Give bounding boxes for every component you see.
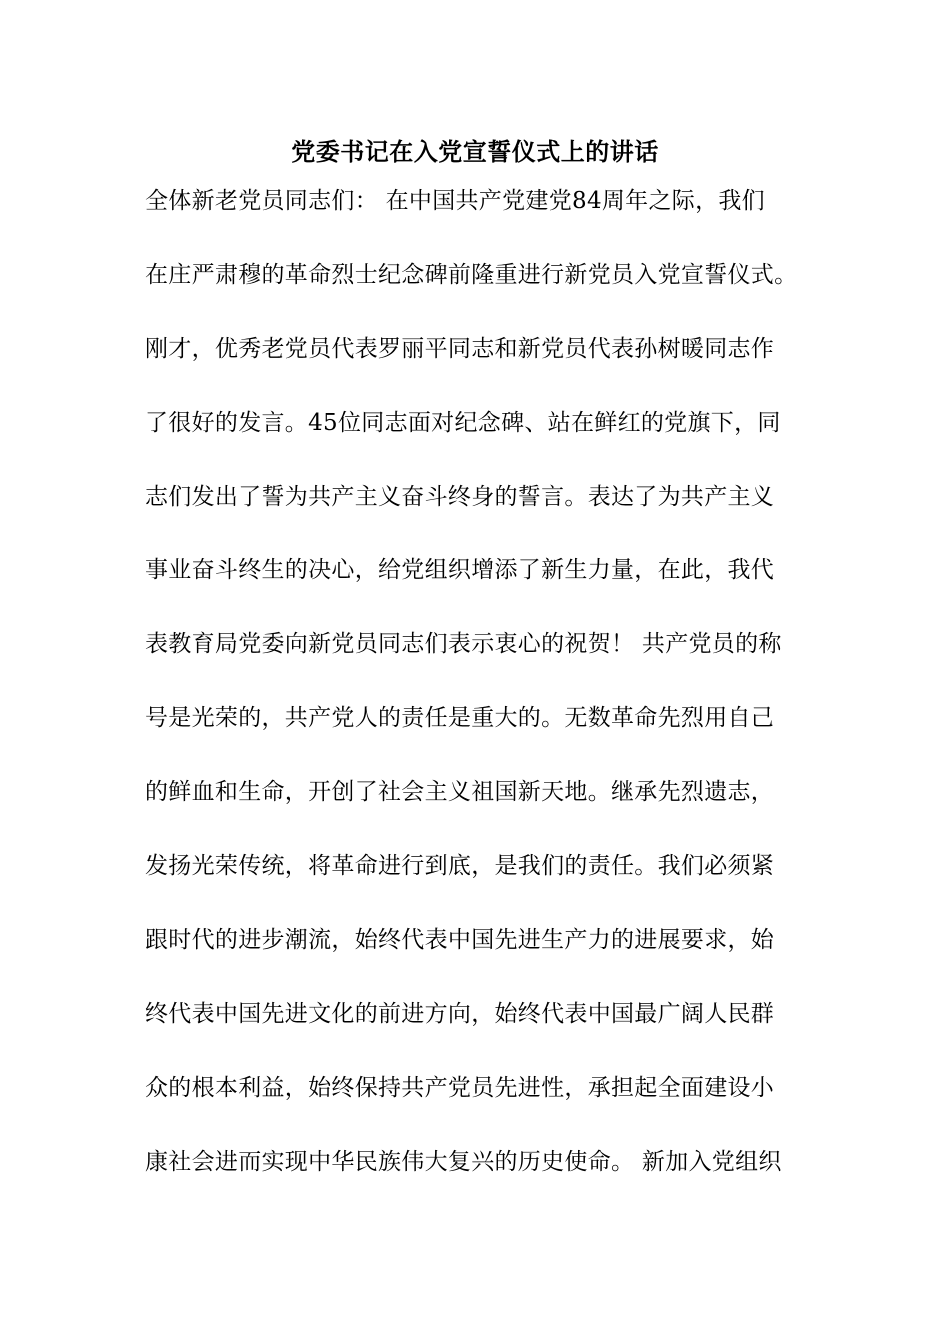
body-line: 跟时代的进步潮流，始终代表中国先进生产力的进展要求，始 (145, 926, 775, 953)
body-line: 表教育局党委向新党员同志们表示衷心的祝贺！ 共产党员的称 (145, 631, 782, 658)
body-line: 号是光荣的，共产党人的责任是重大的。无数革命先烈用自己 (145, 705, 775, 732)
body-line: 刚才，优秀老党员代表罗丽平同志和新党员代表孙树暖同志作 (145, 335, 775, 362)
document-body (145, 181, 810, 1215)
body-line: 众的根本利益，始终保持共产党员先进性，承担起全面建设小 (145, 1074, 775, 1101)
body-line: 的鲜血和生命，开创了社会主义祖国新天地。继承先烈遗志， (145, 779, 775, 806)
body-line: 事业奋斗终生的决心，给党组织增添了新生力量，在此，我代 (145, 557, 775, 584)
body-line: 在庄严肃穆的革命烈士纪念碑前隆重进行新党员入党宣誓仪式。 (145, 261, 798, 288)
body-line: 志们发出了誓为共产主义奋斗终身的誓言。表达了为共产主义 (145, 483, 775, 510)
body-line: 了很好的发言。45位同志面对纪念碑、站在鲜红的党旗下，同 (145, 409, 781, 436)
body-line: 终代表中国先进文化的前进方向，始终代表中国最广阔人民群 (145, 1000, 775, 1027)
body-line: 康社会进而实现中华民族伟大复兴的历史使命。 新加入党组织 (145, 1148, 782, 1175)
document-title: 党委书记在入党宣誓仪式上的讲话 (291, 137, 659, 166)
body-line: 全体新老党员同志们： 在中国共产党建党84周年之际，我们 (145, 188, 765, 214)
body-line: 发扬光荣传统，将革命进行到底，是我们的责任。我们必须紧 (145, 853, 775, 880)
